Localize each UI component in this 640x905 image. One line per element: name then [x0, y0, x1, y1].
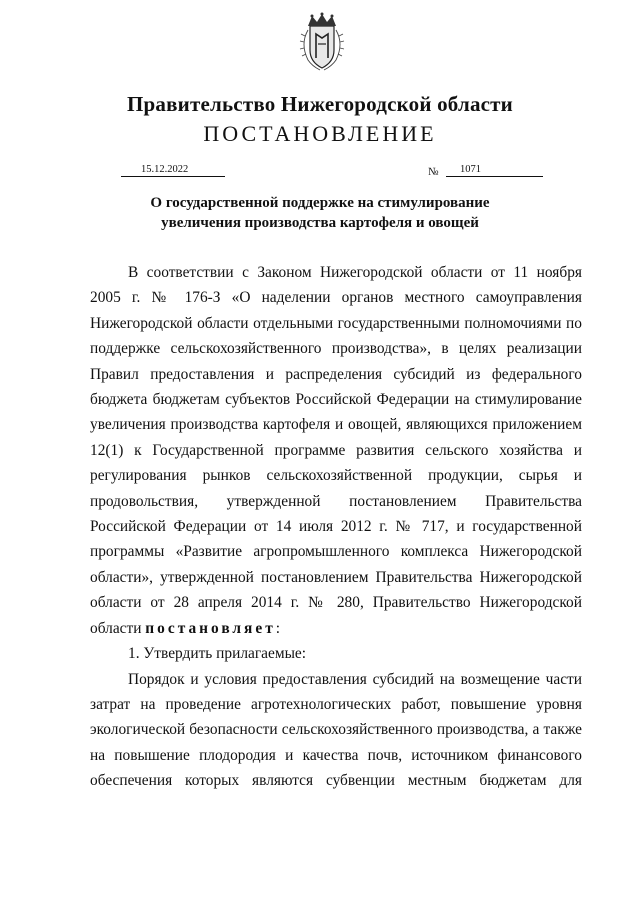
- text-line: затрат на проведение агротехнологических работ, повышение уровня: [90, 695, 582, 713]
- decree-keyword: постановляет: [145, 619, 276, 637]
- text-line: В соответствии с Законом Нижегородской области от 11 ноября: [128, 264, 582, 281]
- text-line: продовольствия, утвержденной постановлением Правительства: [90, 492, 582, 510]
- text-line: области», утвержденной постановлением Правительства Нижегородской: [90, 568, 582, 586]
- text-line: на повышение плодородия и качества почв, источником финансового: [90, 746, 582, 764]
- organization-name: Правительство Нижегородской области: [127, 92, 513, 116]
- text-line: бюджета бюджетам субъектов Российской Федерации на стимулирование: [90, 391, 582, 409]
- text-line: обеспечения которых являются субвенции местным бюджетам для: [90, 772, 582, 790]
- text-line: 12(1) к Государственной программе развития сельского хозяйства и: [90, 441, 582, 459]
- text-line: регулирования рынков сельскохозяйственной продукции, сырья и: [90, 467, 582, 485]
- list-item-1: 1. Утвердить прилагаемые:: [128, 645, 307, 663]
- number-label: №: [428, 166, 439, 178]
- text-line: экологической безопасности сельскохозяйственного производства, а также: [90, 721, 582, 739]
- paragraph-procedure: [90, 667, 582, 794]
- text-line-final: [90, 616, 582, 641]
- text-line: 2005 г. № 176-З «О наделении органов местного самоуправления: [90, 289, 582, 307]
- final-suffix: :: [275, 619, 281, 637]
- text-line: Нижегородской области отдельными государственными полномочиями по: [90, 314, 582, 332]
- text-line: Порядок и условия предоставления субсидий на возмещение части: [128, 670, 582, 688]
- final-prefix: области: [90, 619, 146, 637]
- coat-of-arms-icon: [298, 12, 346, 72]
- document-number: 1071: [446, 164, 543, 177]
- document-type: ПОСТАНОВЛЕНИЕ: [203, 121, 437, 146]
- document-title: [0, 193, 640, 233]
- paragraph-preamble: [90, 260, 582, 641]
- text-line: Российской Федерации от 14 июля 2012 г. № 717, и государственной: [90, 518, 582, 536]
- document-body: [90, 260, 582, 794]
- text-line: программы «Развитие агропромышленного комплекса Нижегородской: [90, 543, 582, 561]
- title-line-1: О государственной поддержке на стимулирование: [150, 195, 490, 211]
- text-line: области от 28 апреля 2014 г. № 280, Правительство Нижегородской: [90, 594, 582, 612]
- document-date: 15.12.2022: [121, 164, 225, 177]
- text-line: Правил предоставления и распределения субсидий из федерального: [90, 365, 582, 383]
- text-line: поддержке сельскохозяйственного производства», в целях реализации: [90, 340, 582, 358]
- text-line: увеличения производства картофеля и овощей, являющихся приложением: [90, 416, 582, 434]
- title-line-2: увеличения производства картофеля и овощей: [161, 215, 479, 231]
